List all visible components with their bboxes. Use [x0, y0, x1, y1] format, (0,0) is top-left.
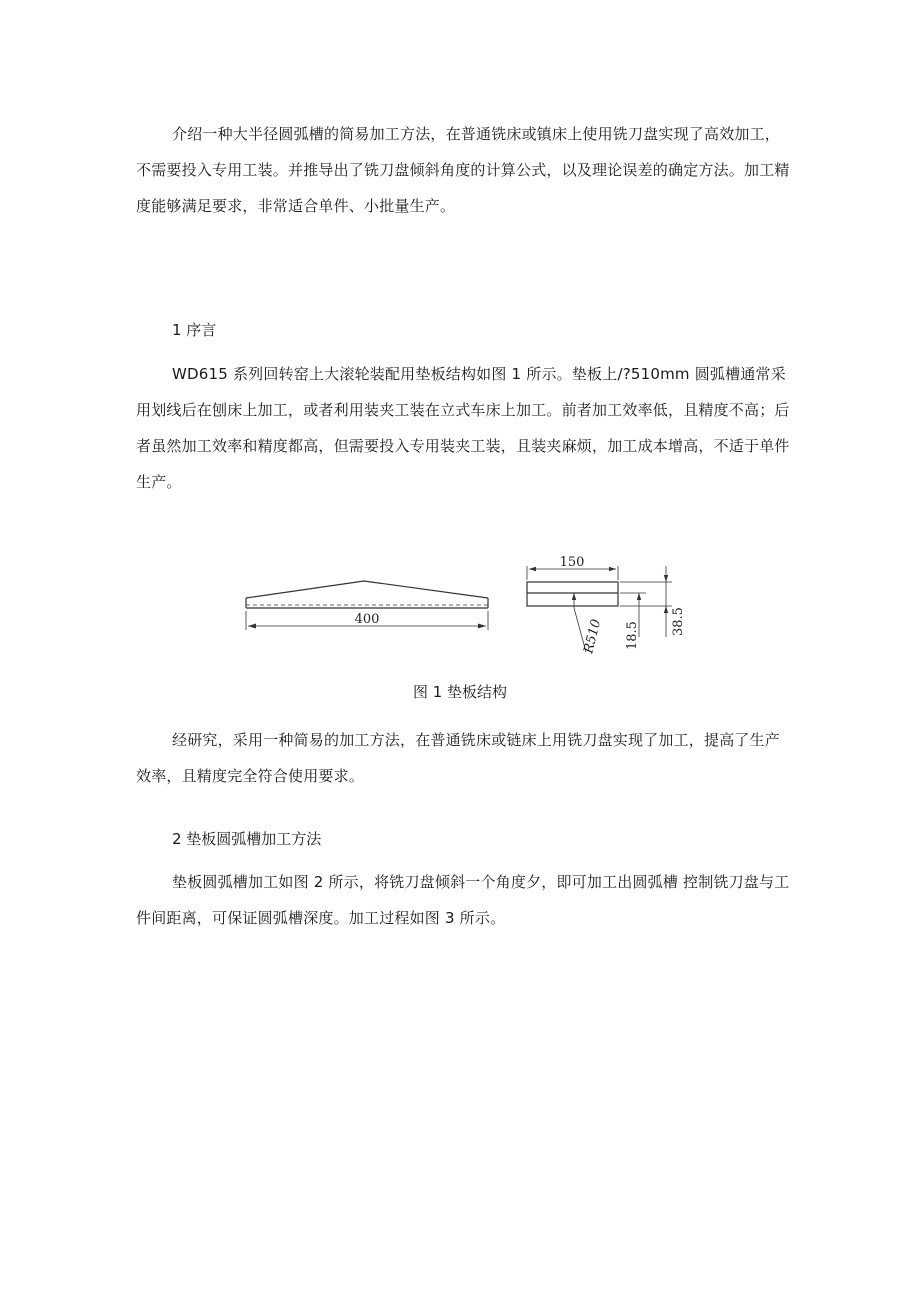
- dim-radius-label: R510: [581, 617, 605, 655]
- dim-width-label: 150: [559, 555, 585, 570]
- figure-caption: 图 1 垫板结构: [412, 683, 508, 701]
- section2-paragraph: 垫板圆弧槽加工如图 2 所示，将铣刀盘倾斜一个角度夕，即可加工出圆弧槽 控制铣刀盘与工件间距离，可保证圆弧槽深度。加工过程如图 3 所示。: [136, 873, 790, 927]
- figure-pad-structure: [236, 552, 686, 667]
- section-heading-2: 2 垫板圆弧槽加工方法: [172, 830, 322, 848]
- section-heading-1: 1 序言: [172, 321, 217, 339]
- pad-drawing: [236, 552, 686, 667]
- section1-paragraph: WD615 系列回转窑上大滚轮装配用垫板结构如图 1 所示。垫板上/?510mm 圆弧槽通常采用划线后在刨床上加工，或者利用装夹工装在立式车床上加工。前者加工效率低，且精度不高；后者虽然加工效率和精度都高，但需要投入专用装夹工装，且装夹麻烦，加工成本增高，不适于单件生产。: [136, 365, 790, 491]
- intro-paragraph: 介绍一种大半径圆弧槽的简易加工方法，在普通铣床或镇床上使用铣刀盘实现了高效加工，不需要投入专用工装。并推导出了铣刀盘倾斜角度的计算公式，以及理论误差的确定方法。加工精度能够满足要求，非常适合单件、小批量生产。: [136, 125, 790, 215]
- dim-length-label: 400: [354, 612, 380, 627]
- dim-height-label: 38.5: [671, 607, 686, 636]
- dim-depth-label: 18.5: [625, 621, 640, 650]
- after-figure-paragraph: 经研究，采用一种简易的加工方法，在普通铣床或链床上用铣刀盘实现了加工，提高了生产效率，且精度完全符合使用要求。: [136, 731, 781, 785]
